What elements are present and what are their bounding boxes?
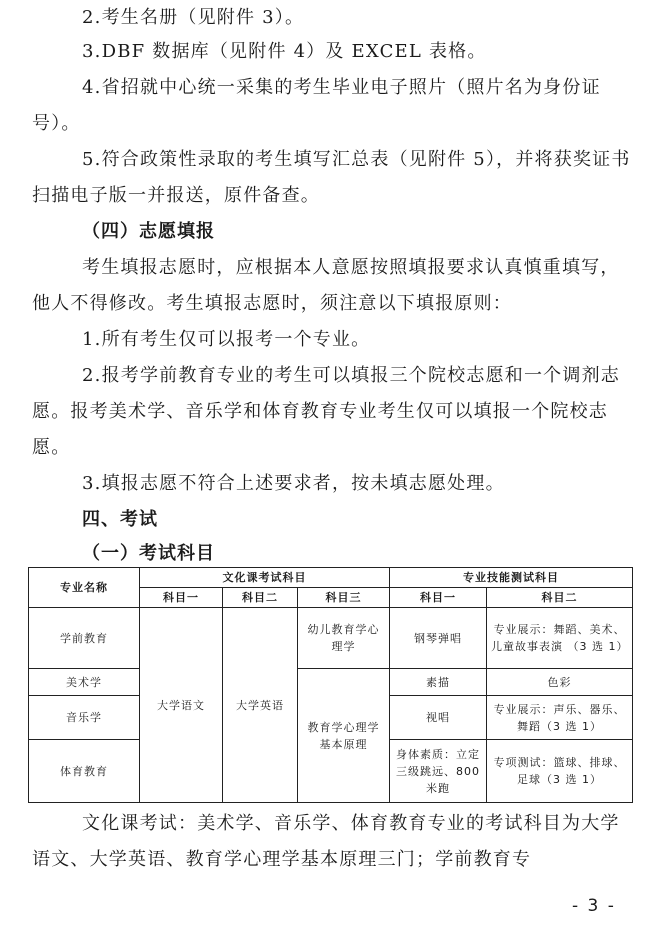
- header-skill-subjects: 专业技能测试科目: [390, 568, 633, 588]
- header-culture-subject-3: 科目三: [298, 588, 390, 608]
- major-physical-education: 体育教育: [29, 740, 140, 803]
- culture-subject-chinese: 大学语文: [140, 608, 223, 803]
- skill-pe-subject-1: 身体素质：立定三级跳远、800 米跑: [390, 740, 487, 803]
- skill-fine-arts-subject-1: 素描: [390, 669, 487, 696]
- paragraph-volunteer-intro: 考生填报志愿时，应根据本人意愿按照填报要求认真慎重填写，他人不得修改。考生填报志愿时，须注意以下填报原则：: [32, 257, 620, 314]
- paragraph-item-4: 4.省招就中心统一采集的考生毕业电子照片（照片名为身份证号）。: [32, 77, 601, 134]
- skill-music-subject-1: 视唱: [390, 696, 487, 740]
- paragraph-rule-1: 1.所有考生仅可以报考一个专业。: [82, 329, 371, 350]
- major-preschool: 学前教育: [29, 608, 140, 669]
- page-number: - 3 -: [572, 896, 616, 916]
- skill-preschool-subject-1: 钢琴弹唱: [390, 608, 487, 669]
- header-culture-subject-2: 科目二: [223, 588, 298, 608]
- culture-subject-preschool-psychology: 幼儿教育学心理学: [298, 608, 390, 669]
- culture-subject-english: 大学英语: [223, 608, 298, 803]
- header-skill-subject-1: 科目一: [390, 588, 487, 608]
- section-heading-exam: 四、考试: [82, 509, 158, 530]
- header-culture-subjects: 文化课考试科目: [140, 568, 390, 588]
- exam-subjects-table: [28, 567, 633, 803]
- skill-music-subject-2: 专业展示：声乐、器乐、舞蹈（3 选 1）: [487, 696, 633, 740]
- major-fine-arts: 美术学: [29, 669, 140, 696]
- header-major-name: 专业名称: [29, 568, 140, 608]
- subsection-heading-exam-subjects: （一）考试科目: [82, 543, 215, 564]
- header-skill-subject-2: 科目二: [487, 588, 633, 608]
- header-culture-subject-1: 科目一: [140, 588, 223, 608]
- paragraph-item-3: 3.DBF 数据库（见附件 4）及 EXCEL 表格。: [82, 41, 487, 62]
- paragraph-rule-2: 2.报考学前教育专业的考生可以填报三个院校志愿和一个调剂志愿。报考美术学、音乐学和体育教育专业考生仅可以填报一个院校志愿。: [32, 365, 620, 458]
- culture-subject-education-psychology: 教育学心理学基本原理: [298, 669, 390, 803]
- skill-pe-subject-2: 专项测试：篮球、排球、足球（3 选 1）: [487, 740, 633, 803]
- paragraph-item-5: 5.符合政策性录取的考生填写汇总表（见附件 5），并将获奖证书扫描电子版一并报送，原件备查。: [32, 149, 631, 206]
- major-music: 音乐学: [29, 696, 140, 740]
- skill-fine-arts-subject-2: 色彩: [487, 669, 633, 696]
- section-heading-volunteer: （四）志愿填报: [82, 221, 215, 242]
- paragraph-culture-exam: 文化课考试：美术学、音乐学、体育教育专业的考试科目为大学语文、大学英语、教育学心理学基本原理三门；学前教育专: [32, 813, 620, 870]
- paragraph-rule-3: 3.填报志愿不符合上述要求者，按未填志愿处理。: [82, 473, 505, 494]
- paragraph-item-2: 2.考生名册（见附件 3）。: [82, 7, 305, 28]
- skill-preschool-subject-2: 专业展示：舞蹈、美术、儿童故事表演 （3 选 1）: [487, 608, 633, 669]
